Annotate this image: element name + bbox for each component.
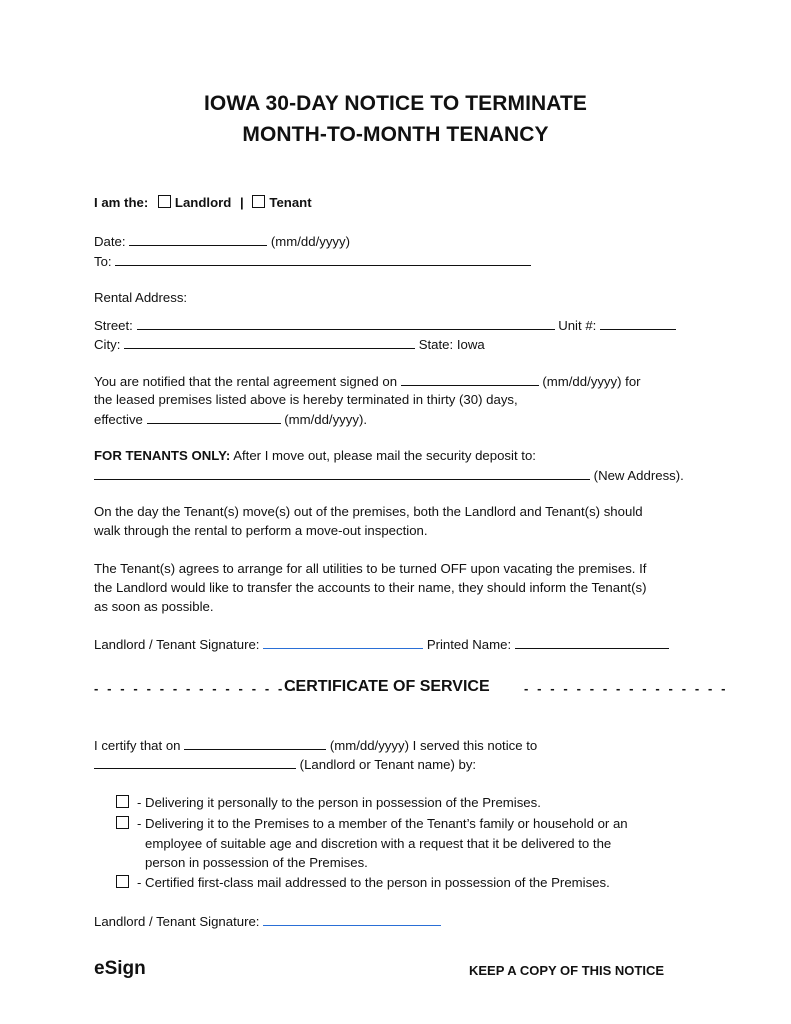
service-option-mail: [116, 875, 610, 890]
date-label: Date:: [94, 234, 126, 249]
utilities-line-2: the Landlord would like to transfer the accounts to their name, they should inform the Tenant(s): [94, 580, 647, 595]
tenants-only-label: FOR TENANTS ONLY:: [94, 448, 231, 463]
street-field[interactable]: [137, 317, 555, 330]
notice-line-1: [94, 373, 641, 389]
utilities-line-1: The Tenant(s) agrees to arrange for all utilities to be turned OFF upon vacating the premises. If: [94, 561, 647, 576]
utilities-line-3: as soon as possible.: [94, 599, 214, 614]
tenant-option-label: Tenant: [269, 195, 312, 210]
tenant-checkbox[interactable]: [252, 195, 265, 208]
printed-name-label: Printed Name:: [426, 637, 512, 652]
service-date-field[interactable]: [184, 737, 326, 750]
service-option-text: - Certified first-class mail addressed to the person in possession of the Premises.: [137, 875, 610, 890]
notice-line-3: [94, 411, 367, 427]
new-address-field[interactable]: [94, 467, 590, 480]
served-name-field[interactable]: [94, 756, 296, 769]
signature-label-2: Landlord / Tenant Signature:: [94, 914, 260, 929]
city-label: City:: [94, 337, 121, 352]
inspection-line-1: On the day the Tenant(s) move(s) out of the premises, both the Landlord and Tenant(s) should: [94, 504, 643, 519]
street-label: Street:: [94, 318, 133, 333]
tenants-only-text: After I move out, please mail the security deposit to:: [233, 448, 536, 463]
role-selector: [94, 195, 312, 210]
inspection-line-2: walk through the rental to perform a move-out inspection.: [94, 523, 428, 538]
certify-line-2: [94, 756, 476, 772]
unit-label: Unit #:: [558, 318, 597, 333]
effective-date-hint: (mm/dd/yyyy).: [284, 412, 368, 427]
document-title-line-2: MONTH-TO-MONTH TENANCY: [242, 123, 549, 146]
to-row: [94, 253, 531, 269]
effective-label: effective: [94, 412, 143, 427]
dashes-left: - - - - - - - - - - - - - - - -: [94, 681, 299, 696]
service-option-personal: [116, 795, 541, 810]
state-text: State: Iowa: [418, 337, 485, 352]
certify-suffix: (mm/dd/yyyy) I served this notice to: [329, 738, 538, 753]
city-field[interactable]: [124, 336, 415, 349]
service-option-household-line-3: person in possession of the Premises.: [145, 855, 368, 870]
landlord-checkbox[interactable]: [158, 195, 171, 208]
dashes-right: - - - - - - - - - - - - - - - -: [524, 681, 729, 696]
signature-label: Landlord / Tenant Signature:: [94, 637, 260, 652]
personal-delivery-checkbox[interactable]: [116, 795, 129, 808]
tenants-only-line: [94, 448, 536, 463]
landlord-option-label: Landlord: [174, 195, 232, 210]
certified-mail-checkbox[interactable]: [116, 875, 129, 888]
date-row: [94, 233, 350, 249]
notice-text: You are notified that the rental agreement signed on: [94, 374, 398, 389]
role-separator: |: [240, 195, 244, 210]
signature-row-2: [94, 913, 441, 929]
signature-row: [94, 636, 669, 652]
signature-field[interactable]: [263, 636, 423, 649]
agreement-date-hint: (mm/dd/yyyy) for: [542, 374, 641, 389]
keep-copy-notice: KEEP A COPY OF THIS NOTICE: [469, 963, 665, 978]
rental-address-heading: Rental Address:: [94, 290, 188, 305]
service-option-household-line-2: employee of suitable age and discretion with a request that it be delivered to the: [145, 836, 612, 851]
agreement-date-field[interactable]: [401, 373, 539, 386]
esign-logo: eSign: [94, 958, 146, 979]
effective-date-field[interactable]: [147, 411, 281, 424]
city-row: [94, 336, 485, 352]
service-option-household: [116, 816, 628, 831]
service-option-text: - Delivering it personally to the person in possession of the Premises.: [137, 795, 541, 810]
to-field[interactable]: [115, 253, 531, 266]
new-address-label: (New Address).: [593, 468, 684, 483]
date-field[interactable]: [129, 233, 267, 246]
to-label: To:: [94, 254, 112, 269]
household-delivery-checkbox[interactable]: [116, 816, 129, 829]
served-name-label: (Landlord or Tenant name) by:: [299, 757, 477, 772]
notice-line-2: the leased premises listed above is hereby terminated in thirty (30) days,: [94, 392, 518, 407]
document-title-line-1: IOWA 30-DAY NOTICE TO TERMINATE: [203, 92, 588, 115]
street-row: [94, 317, 676, 333]
certify-prefix: I certify that on: [94, 738, 181, 753]
signature-field-2[interactable]: [263, 913, 441, 926]
new-address-row: [94, 467, 684, 483]
certify-line-1: [94, 737, 537, 753]
certificate-title: CERTIFICATE OF SERVICE: [284, 678, 490, 695]
date-format-hint: (mm/dd/yyyy): [270, 234, 350, 249]
service-option-text: - Delivering it to the Premises to a member of the Tenant’s family or household or an: [137, 816, 628, 831]
unit-field[interactable]: [600, 317, 676, 330]
printed-name-field[interactable]: [515, 636, 669, 649]
role-label: I am the:: [94, 195, 149, 210]
